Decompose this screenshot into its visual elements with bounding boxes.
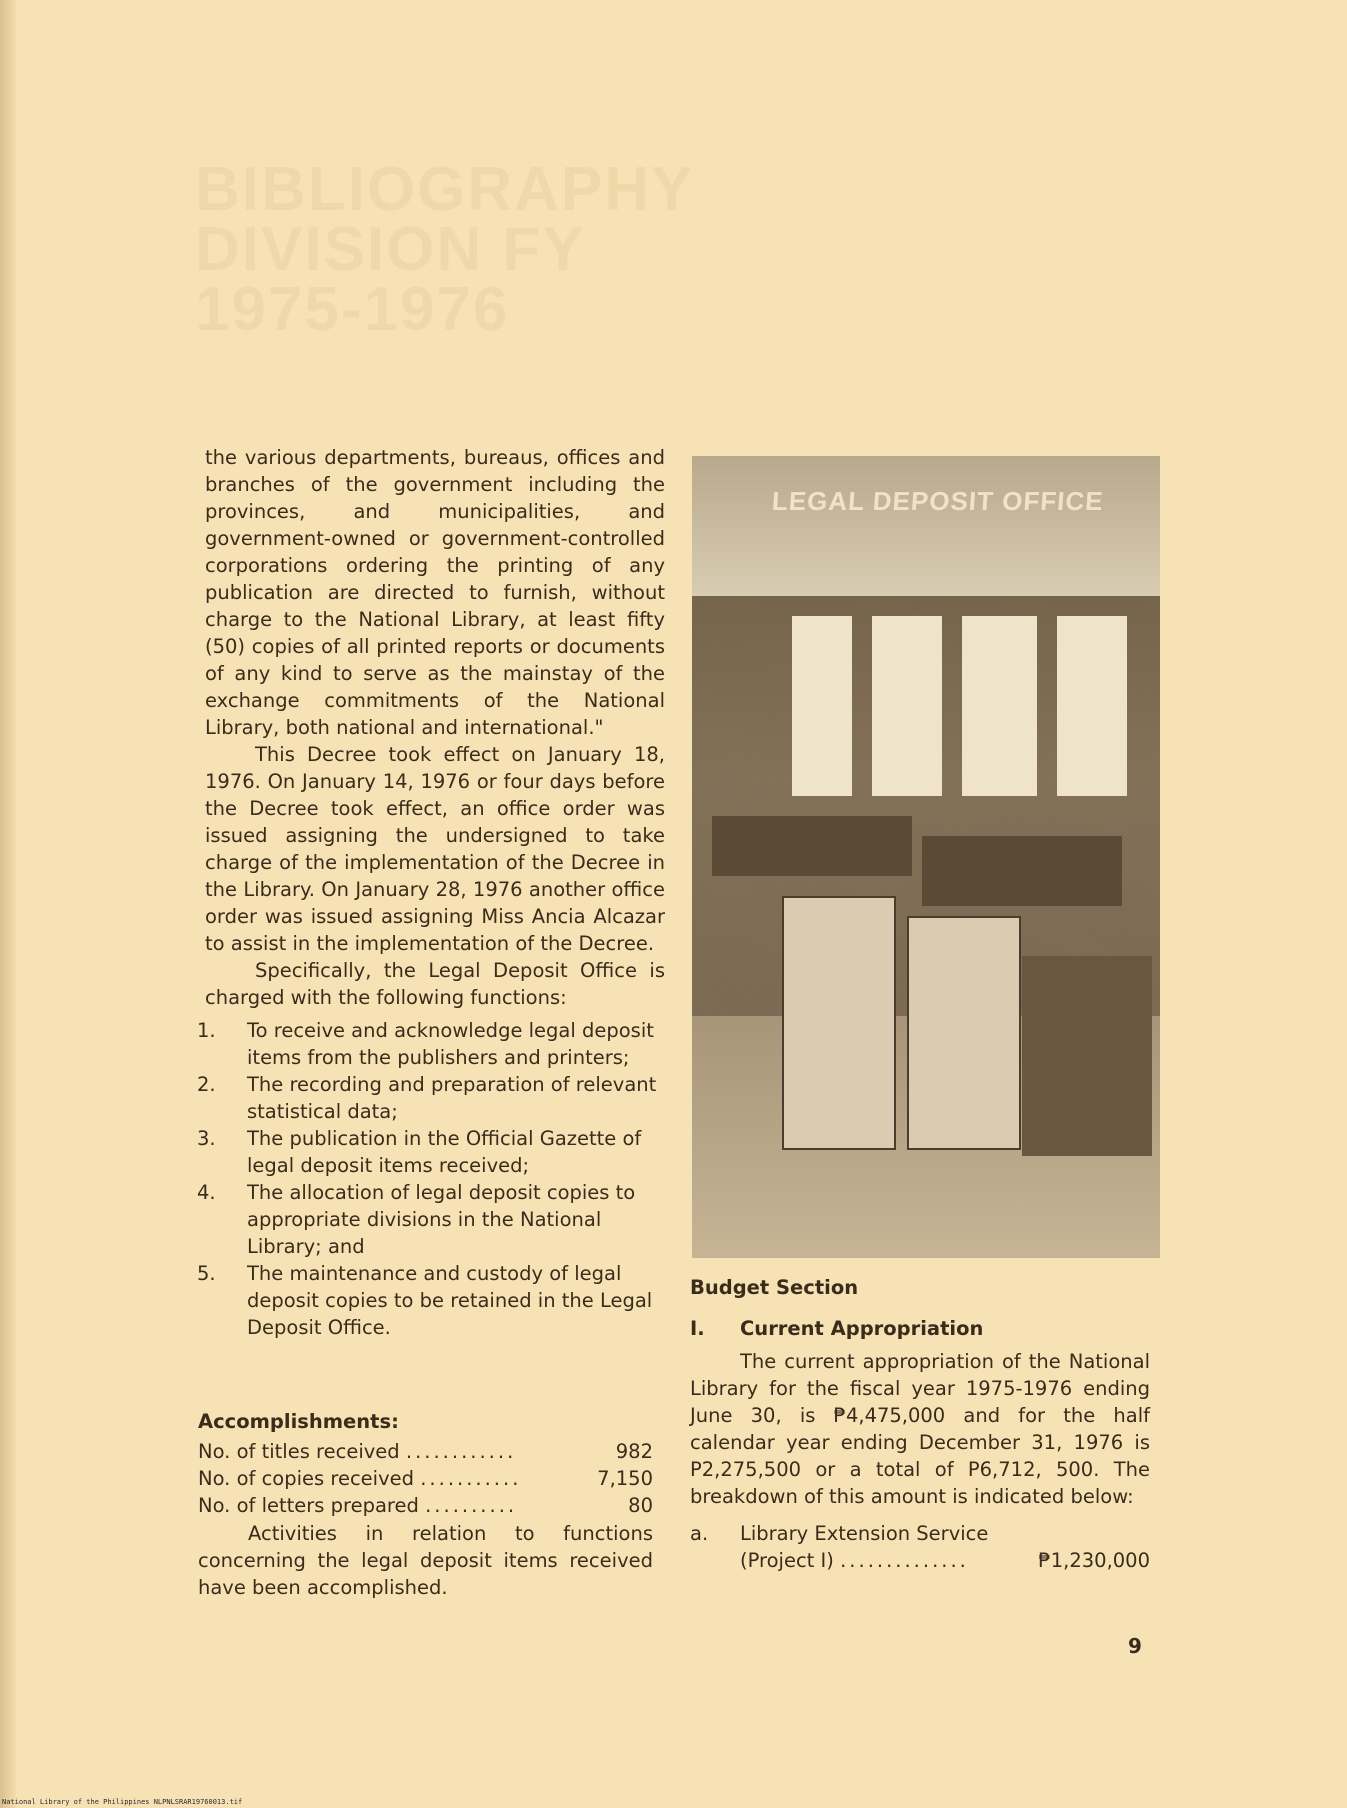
row-label: No. of copies received — [198, 1467, 415, 1490]
left-column — [197, 444, 665, 1341]
row-label-group — [198, 1438, 516, 1465]
row-label-group — [198, 1492, 517, 1519]
list-item-text: The allocation of legal deposit copies to appropriate divisions in the National Library; and — [247, 1181, 636, 1258]
item-project-group — [740, 1547, 969, 1574]
item-lines — [740, 1520, 1150, 1574]
footer-credit: National Library of the Philippines NLPNLSRAR19760013.tif — [2, 1798, 243, 1806]
photo-desk — [1022, 956, 1152, 1156]
photo-window — [1057, 616, 1127, 796]
leader-dots: .......... — [425, 1494, 518, 1517]
section-heading — [690, 1317, 1150, 1340]
item-project: (Project I) — [740, 1549, 834, 1572]
list-item — [197, 1179, 667, 1260]
photo-ceiling — [692, 456, 1160, 596]
photo-window — [872, 616, 942, 796]
paragraph-1: the various departments, bureaus, offices and branches of the government including the provinces, and municipalities, and government-owned or government-controlled corporations ordering the printing of any publication are directed to furnish, without charge to the National Library, at least fifty (50) copies of all printed reports or documents of any kind to serve as the mainstay of the exchange commitments of the National Library, both national and international." — [205, 446, 665, 739]
photo-window — [792, 616, 852, 796]
list-item-number: 1. — [197, 1019, 216, 1042]
item-amount-line — [740, 1547, 1150, 1574]
photo-sign: LEGAL DEPOSIT OFFICE — [770, 486, 1105, 516]
page-number: 9 — [1128, 1634, 1142, 1658]
list-item-number: 3. — [197, 1127, 216, 1150]
list-item — [197, 1125, 667, 1179]
list-item-text: The publication in the Official Gazette of legal deposit items received; — [247, 1127, 642, 1177]
item-amount: ₱1,230,000 — [1038, 1549, 1150, 1572]
row-value: 7,150 — [597, 1467, 653, 1490]
budget-section — [690, 1266, 1150, 1574]
table-row — [198, 1465, 653, 1492]
item-letter: a. — [690, 1522, 709, 1545]
list-item-number: 5. — [197, 1262, 216, 1285]
row-value: 982 — [615, 1440, 653, 1463]
row-value: 80 — [628, 1494, 653, 1517]
list-item — [197, 1071, 667, 1125]
row-label-group — [198, 1465, 521, 1492]
row-label: No. of letters prepared — [198, 1494, 419, 1517]
accomplishments-heading: Accomplishments: — [198, 1410, 399, 1433]
photo-window — [962, 616, 1037, 796]
item-title: Library Extension Service — [740, 1522, 989, 1545]
page-edge — [0, 0, 16, 1808]
photo-cart — [907, 916, 1021, 1150]
list-item-text: The maintenance and custody of legal deposit copies to be retained in the Legal Deposit Office. — [247, 1262, 653, 1339]
paragraph-2: This Decree took effect on January 18, 1976. On January 14, 1976 or four days before the Decree took effect, an office order was issued assigning the undersigned to take charge of the implementation of the Decree in the Library. On January 28, 1976 another office order was issued assigning Miss Ancia Alcazar to assist in the implementation of the Decree. — [205, 743, 665, 955]
paragraph-3: Specifically, the Legal Deposit Office is charged with the following functions: — [205, 959, 665, 1009]
section-number: I. — [690, 1317, 705, 1340]
row-label: No. of titles received — [198, 1440, 400, 1463]
table-row — [198, 1492, 653, 1519]
budget-item — [690, 1520, 1150, 1574]
leader-dots: .............. — [840, 1549, 969, 1572]
photo-cart — [782, 896, 896, 1150]
functions-list — [197, 1017, 667, 1341]
list-item — [197, 1260, 667, 1341]
budget-body: The current appropriation of the National Library for the fiscal year 1975-1976 ending June 30, is ₱4,475,000 and for the half calendar year ending December 31, 1976 is P2,275,500 or a total of P6,712, 500. The breakdown of this amount is indicated below: — [690, 1350, 1150, 1508]
list-item-text: To receive and acknowledge legal deposit items from the publishers and printers; — [247, 1019, 654, 1069]
list-item — [197, 1017, 667, 1071]
section-title: Current Appropriation — [740, 1317, 984, 1340]
list-item-number: 4. — [197, 1181, 216, 1204]
leader-dots: ............ — [405, 1440, 517, 1463]
list-item-text: The recording and preparation of relevant statistical data; — [247, 1073, 657, 1123]
accomplishments-note-text: Activities in relation to functions concerning the legal deposit items received have been accomplished. — [198, 1522, 653, 1599]
legal-deposit-office-photo — [692, 456, 1160, 1258]
faded-title: BIBLIOGRAPHY DIVISION FY 1975-1976 — [195, 155, 694, 344]
leader-dots: ........... — [420, 1467, 522, 1490]
list-item-number: 2. — [197, 1073, 216, 1096]
budget-heading: Budget Section — [690, 1276, 859, 1299]
accomplishments-note — [198, 1520, 653, 1601]
table-row — [198, 1438, 653, 1465]
accomplishments-table — [198, 1438, 653, 1519]
photo-desk — [712, 816, 912, 876]
photo-desk — [922, 836, 1122, 906]
